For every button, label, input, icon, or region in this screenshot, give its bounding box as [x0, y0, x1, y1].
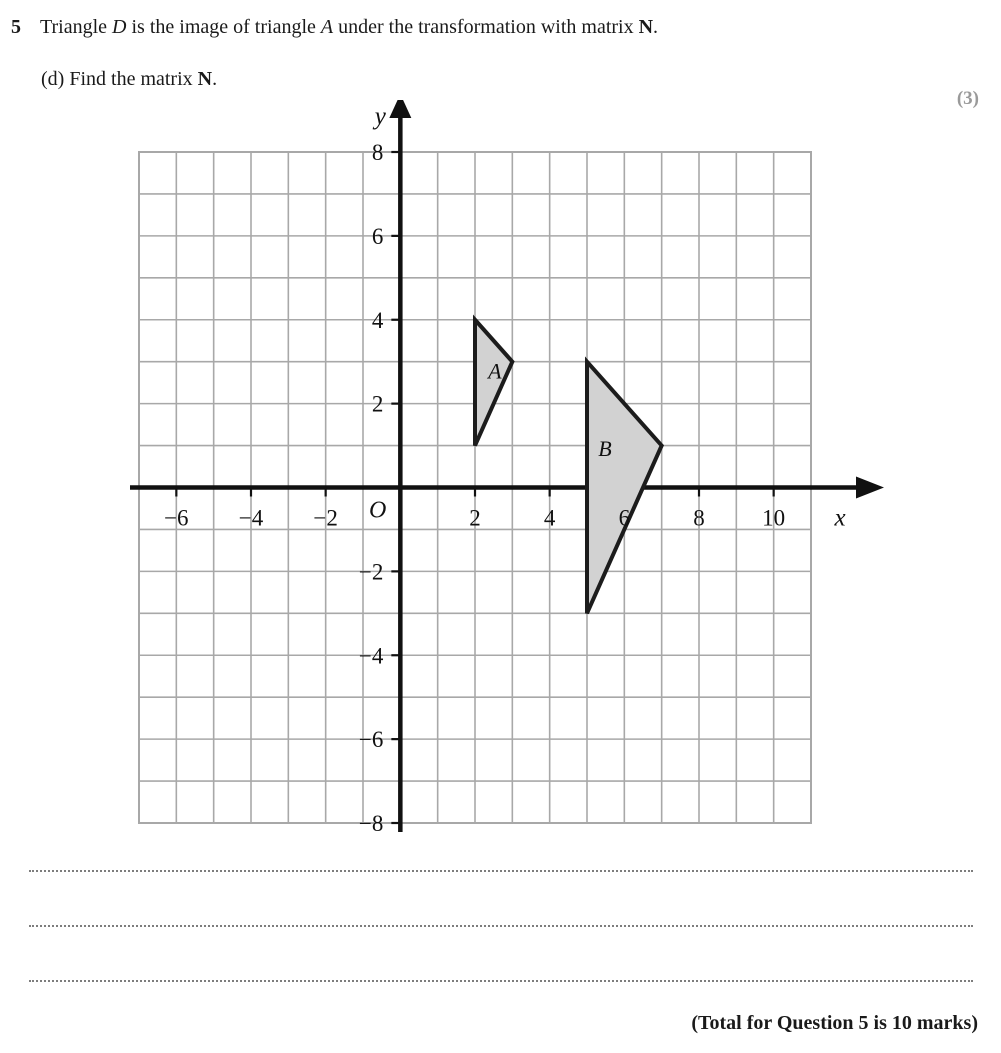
question-number: 5: [11, 16, 21, 38]
axes: [130, 100, 884, 832]
x-axis-name: x: [834, 504, 846, 532]
x-axis-tick-label: −4: [238, 505, 264, 531]
question-part-period: .: [212, 68, 218, 90]
question-stem-matrix-n: N: [638, 16, 654, 38]
answer-line-3[interactable]: [29, 980, 973, 982]
answer-line-2[interactable]: [29, 925, 973, 927]
question-stem-mid: is the image of triangle: [126, 16, 321, 38]
y-axis-tick-label: −8: [358, 811, 384, 836]
y-axis-arrowhead: [389, 100, 411, 118]
coordinate-grid-figure: [0, 100, 1001, 840]
part-marks: (3): [956, 88, 979, 109]
question-stem-prefix: Triangle: [40, 16, 113, 38]
answer-lines-area[interactable]: [0, 845, 1001, 1005]
x-axis-tick-label: 4: [543, 505, 556, 531]
question-stem-triangle-a: A: [320, 16, 334, 38]
x-axis-tick-label: 2: [469, 505, 481, 531]
origin-label: O: [368, 497, 387, 524]
question-part-d: [41, 64, 217, 94]
question-stem-suffix: under the transformation with matrix: [333, 16, 639, 38]
question-stem: [40, 12, 658, 42]
y-axis-name: y: [374, 103, 386, 130]
triangle-label-a: A: [488, 358, 502, 384]
axis-and-shape-labels: [164, 103, 845, 836]
x-axis-tick-label: −2: [313, 505, 338, 531]
question-header: [0, 12, 1001, 92]
x-axis-tick-label: −6: [164, 505, 189, 531]
y-axis-tick-label: 6: [371, 223, 384, 249]
answer-line-1[interactable]: [29, 870, 973, 872]
x-axis-tick-label: 6: [618, 505, 631, 531]
question-part-matrix-n: N: [197, 68, 213, 90]
y-axis-tick-label: −4: [358, 643, 384, 669]
y-axis-tick-label: 8: [371, 140, 384, 165]
plotted-shapes: [475, 320, 662, 614]
triangle-label-b: B: [598, 436, 612, 462]
y-axis-tick-label: 2: [371, 391, 384, 417]
x-axis-arrowhead: [856, 477, 884, 499]
x-axis-tick-label: 8: [693, 505, 705, 531]
coordinate-grid-svg: [0, 100, 1001, 840]
total-marks-note: (Total for Question 5 is 10 marks): [691, 1012, 978, 1034]
question-stem-period: .: [653, 16, 659, 38]
y-axis-tick-label: −2: [358, 559, 384, 585]
question-part-label: (d): [41, 68, 65, 90]
question-part-text: Find the matrix: [69, 68, 198, 90]
x-axis-tick-label: 10: [762, 505, 786, 531]
y-axis-tick-label: 4: [371, 307, 384, 333]
question-stem-triangle-d: D: [112, 16, 127, 38]
y-axis-tick-label: −6: [358, 727, 384, 753]
